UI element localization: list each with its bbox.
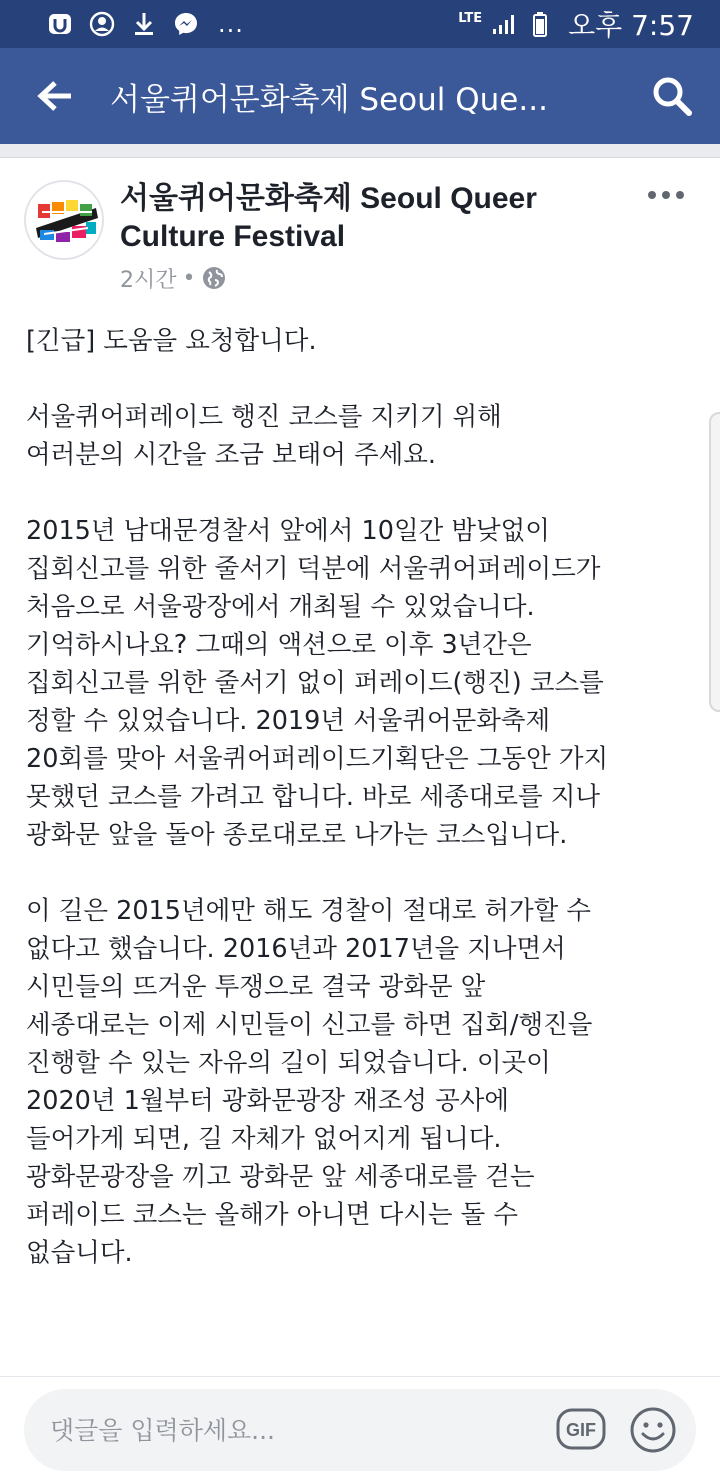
emoji-icon xyxy=(629,1406,677,1454)
app-icon xyxy=(46,10,74,38)
post-timestamp[interactable]: 2시간 xyxy=(120,267,177,293)
post-paragraph: 서울퀴어퍼레이드 행진 코스를 지키기 위해 여러분의 시간을 조금 보태어 주세요. xyxy=(26,402,502,470)
search-button[interactable] xyxy=(624,48,720,144)
back-arrow-icon xyxy=(37,80,73,112)
comment-input[interactable] xyxy=(50,1413,520,1447)
battery-icon xyxy=(526,10,554,38)
avatar[interactable] xyxy=(24,180,104,260)
back-button[interactable] xyxy=(0,48,110,144)
post-meta xyxy=(120,262,226,294)
post-options-button[interactable] xyxy=(636,180,696,210)
festival-logo-icon xyxy=(26,182,104,260)
messenger-icon xyxy=(172,10,200,38)
edge-panel-handle[interactable] xyxy=(709,412,720,712)
comment-bar xyxy=(0,1376,720,1480)
more-dots-icon xyxy=(647,190,685,200)
gif-icon xyxy=(556,1407,606,1451)
post-header xyxy=(0,158,720,308)
network-type: LTE xyxy=(458,10,483,26)
account-icon xyxy=(88,10,116,38)
app-bar xyxy=(0,48,720,144)
comment-box xyxy=(24,1389,696,1471)
signal-icon xyxy=(490,10,518,38)
status-bar xyxy=(0,0,720,48)
post-author[interactable]: 서울퀴어문화축제 Seoul Queer Culture Festival xyxy=(120,182,537,253)
download-icon xyxy=(130,10,158,38)
globe-icon xyxy=(202,266,226,290)
post-text xyxy=(26,322,696,1310)
feed-divider xyxy=(0,144,720,158)
more-notifications: ... xyxy=(218,10,244,38)
post-paragraph: 2015년 남대문경찰서 앞에서 10일간 밤낮없이 집회신고를 위한 줄서기 덕분에 서울퀴어퍼레이드가 처음으로 서울광장에서 개최될 수 있었습니다. 기억하시나요? 그때의 액션으로 이후 3년간은 집회신고를 위한 줄서기 없이 퍼레이드(행진) 코스를 정할 수 있었습니다. 2019년 서울퀴어문화축제 20회를 맞아 서울퀴어퍼레이드기획단은 그동안 가지 못했던 코스를 가려고 합니다. 바로 세종대로를 지나 광화문 앞을 돌아 종로대로로 나가는 코스입니다. xyxy=(26,516,609,850)
emoji-button[interactable] xyxy=(628,1405,678,1455)
post-paragraph: [긴급] 도움을 요청합니다. xyxy=(26,326,317,356)
meta-separator: • xyxy=(182,265,196,291)
page-title: 서울퀴어문화축제 Seoul Que... xyxy=(110,81,548,118)
post-paragraph: 이 길은 2015년에만 해도 경찰이 절대로 허가할 수 없다고 했습니다. 2016년과 2017년을 지나면서 시민들의 뜨거운 투쟁으로 결국 광화문 앞 세종대로는 이제 시민들이 신고를 하면 집회/행진을 진행할 수 있는 자유의 길이 되었습니다. 이곳이 2020년 1월부터 광화문광장 재조성 공사에 들어가게 되면, 길 자체가 없어지게 됩니다. 광화문광장을 끼고 광화문 앞 세종대로를 걷는 퍼레이드 코스는 올해가 아니면 다시는 돌 수 없습니다. xyxy=(26,896,593,1268)
clock: 오후 7:57 xyxy=(568,9,694,42)
gif-label: GIF xyxy=(566,1420,596,1440)
search-icon xyxy=(651,75,693,117)
gif-button[interactable] xyxy=(556,1407,606,1451)
